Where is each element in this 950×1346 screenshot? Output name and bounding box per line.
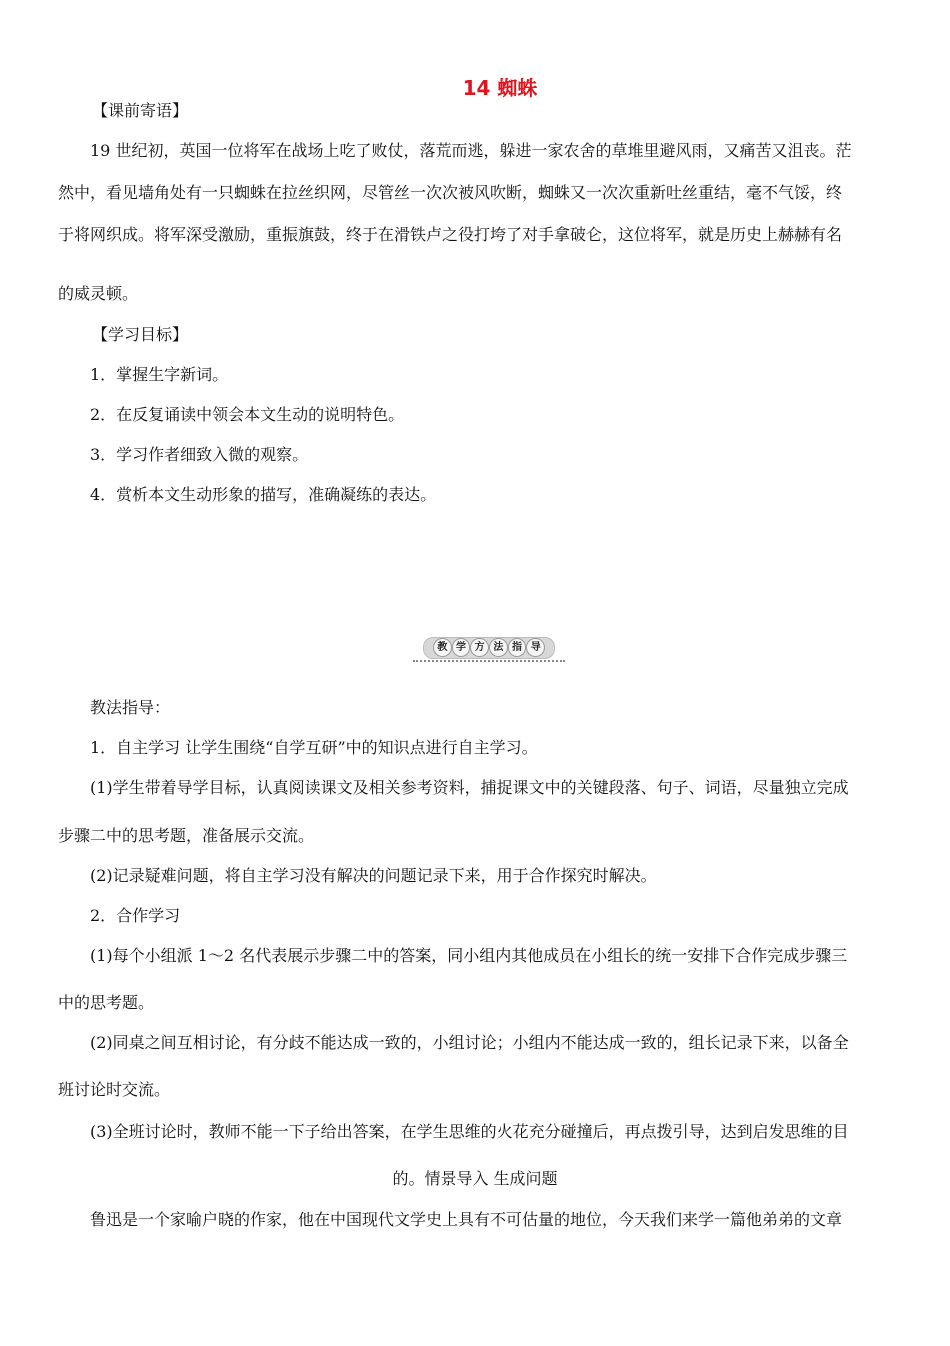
banner-char: 学 bbox=[452, 638, 471, 657]
section-heading-goals: 【学习目标】 bbox=[92, 325, 189, 344]
goal-item-3: 3．学习作者细致入微的观察。 bbox=[90, 445, 309, 464]
method-line: 中的思考题。 bbox=[58, 993, 155, 1012]
method-line: (1)每个小组派 1～2 名代表展示步骤二中的答案，同小组内其他成员在小组长的统一安排下合作完成步骤三 bbox=[90, 946, 848, 965]
method-line: 鲁迅是一个家喻户晓的作家，他在中国现代文学史上具有不可估量的地位，今天我们来学一篇他弟弟的文章 bbox=[90, 1210, 843, 1229]
goal-item-4: 4．赏析本文生动形象的描写，准确凝练的表达。 bbox=[90, 485, 437, 504]
preface-line-2: 然中，看见墙角处有一只蜘蛛在拉丝织网，尽管丝一次次被风吹断，蜘蛛又一次次重新吐丝重结，毫不气馁，终 bbox=[58, 183, 843, 202]
banner-char: 导 bbox=[526, 638, 545, 657]
preface-line-1: 19 世纪初，英国一位将军在战场上吃了败仗，落荒而逃，躲进一家农舍的草堆里避风雨，又痛苦又沮丧。茫 bbox=[90, 141, 852, 160]
method-line: 步骤二中的思考题，准备展示交流。 bbox=[58, 826, 315, 845]
banner-char: 指 bbox=[508, 638, 527, 657]
preface-line-4: 的威灵顿。 bbox=[58, 284, 139, 303]
method-line-centered: 的。情景导入 生成问题 bbox=[392, 1169, 558, 1188]
section-heading-preface: 【课前寄语】 bbox=[92, 101, 189, 120]
goal-item-1: 1．掌握生字新词。 bbox=[90, 365, 229, 384]
method-line: (2)同桌之间互相讨论，有分歧不能达成一致的，小组讨论；小组内不能达成一致的，组长记录下来，以备全 bbox=[90, 1033, 849, 1052]
teaching-method-banner bbox=[413, 635, 565, 663]
preface-line-3: 于将网织成。将军深受激励，重振旗鼓，终于在滑铁卢之役打垮了对手拿破仑，这位将军，就是历史上赫赫有名 bbox=[58, 225, 843, 244]
banner-char: 方 bbox=[470, 638, 489, 657]
goal-item-2: 2．在反复诵读中领会本文生动的说明特色。 bbox=[90, 405, 405, 424]
banner-char: 法 bbox=[489, 638, 508, 657]
banner-char: 教 bbox=[433, 638, 452, 657]
method-line: 1．自主学习 让学生围绕“自学互研”中的知识点进行自主学习。 bbox=[90, 738, 538, 757]
method-line: (1)学生带着导学目标，认真阅读课文及相关参考资料，捕捉课文中的关键段落、句子、词语，尽量独立完成 bbox=[90, 778, 849, 797]
method-line: (3)全班讨论时，教师不能一下子给出答案，在学生思维的火花充分碰撞后，再点拨引导，达到启发思维的目 bbox=[90, 1122, 849, 1141]
page-title: 14 蜘蛛 bbox=[462, 76, 538, 100]
method-line: 班讨论时交流。 bbox=[58, 1080, 171, 1099]
method-line: 2．合作学习 bbox=[90, 906, 181, 925]
method-line: (2)记录疑难问题，将自主学习没有解决的问题记录下来，用于合作探究时解决。 bbox=[90, 866, 657, 885]
method-line: 教法指导： bbox=[90, 698, 171, 717]
